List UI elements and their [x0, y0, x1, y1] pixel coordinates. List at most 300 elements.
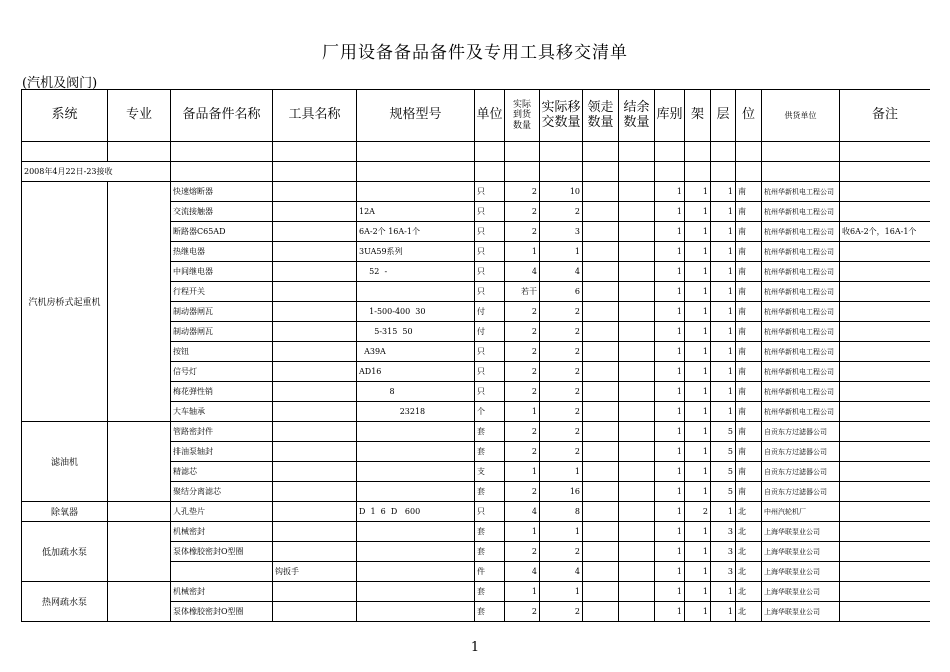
remarks-cell	[840, 522, 931, 542]
warehouse-cell: 1	[655, 482, 685, 502]
layer-cell: 1	[711, 582, 736, 602]
qty-arrived-cell: 2	[505, 182, 540, 202]
unit-cell: 套	[475, 522, 505, 542]
tool-name-cell	[273, 602, 357, 622]
qty-remain-cell	[619, 562, 655, 582]
warehouse-cell: 1	[655, 402, 685, 422]
qty-taken-cell	[583, 562, 619, 582]
remarks-cell	[840, 362, 931, 382]
position-cell: 北	[736, 502, 762, 522]
spec-cell	[357, 542, 475, 562]
qty-remain-cell	[619, 262, 655, 282]
qty-remain-cell	[619, 382, 655, 402]
spec-cell: 6A-2个 16A-1个	[357, 222, 475, 242]
qty-transfer-cell: 4	[540, 562, 583, 582]
supplier-cell: 上海华联泵业公司	[762, 542, 840, 562]
qty-taken-cell	[583, 322, 619, 342]
part-name-cell: 人孔垫片	[171, 502, 273, 522]
spec-cell: 23218	[357, 402, 475, 422]
layer-cell: 1	[711, 322, 736, 342]
qty-taken-cell	[583, 422, 619, 442]
position-cell: 南	[736, 262, 762, 282]
qty-transfer-cell: 10	[540, 182, 583, 202]
qty-arrived-cell: 2	[505, 322, 540, 342]
qty-arrived-cell: 1	[505, 522, 540, 542]
warehouse-cell: 1	[655, 522, 685, 542]
qty-transfer-cell: 8	[540, 502, 583, 522]
unit-cell: 只	[475, 382, 505, 402]
qty-remain-cell	[619, 222, 655, 242]
supplier-cell: 杭州华新机电工程公司	[762, 242, 840, 262]
remarks-cell: 收6A-2个，16A-1个	[840, 222, 931, 242]
qty-remain-cell	[619, 502, 655, 522]
shelf-cell: 1	[685, 402, 711, 422]
layer-cell: 1	[711, 302, 736, 322]
header-qty-taken-label: 领走数量	[587, 99, 614, 130]
unit-cell: 只	[475, 362, 505, 382]
part-name-cell: 机械密封	[171, 582, 273, 602]
qty-transfer-cell: 2	[540, 542, 583, 562]
shelf-cell: 1	[685, 182, 711, 202]
part-name-cell: 信号灯	[171, 362, 273, 382]
layer-cell: 1	[711, 382, 736, 402]
document-subtitle: (汽机及阀门)	[22, 76, 98, 91]
qty-remain-cell	[619, 242, 655, 262]
tool-name-cell	[273, 202, 357, 222]
qty-taken-cell	[583, 302, 619, 322]
unit-cell: 套	[475, 422, 505, 442]
system-cell: 除氧器	[22, 502, 108, 522]
warehouse-cell: 1	[655, 322, 685, 342]
remarks-cell	[840, 382, 931, 402]
shelf-cell: 1	[685, 222, 711, 242]
inventory-table	[21, 89, 930, 622]
qty-remain-cell	[619, 182, 655, 202]
supplier-cell: 自贡东方过滤器公司	[762, 462, 840, 482]
qty-taken-cell	[583, 342, 619, 362]
shelf-cell: 1	[685, 422, 711, 442]
qty-transfer-cell: 2	[540, 422, 583, 442]
spec-cell	[357, 562, 475, 582]
unit-cell: 只	[475, 262, 505, 282]
supplier-cell: 中州汽轮机厂	[762, 502, 840, 522]
unit-cell: 只	[475, 342, 505, 362]
qty-arrived-cell: 1	[505, 582, 540, 602]
qty-arrived-cell: 2	[505, 482, 540, 502]
layer-cell: 1	[711, 362, 736, 382]
qty-taken-cell	[583, 462, 619, 482]
qty-arrived-cell: 2	[505, 422, 540, 442]
header-qty-transfer-label: 实际移交数量	[541, 99, 581, 130]
layer-cell: 3	[711, 542, 736, 562]
tool-name-cell	[273, 542, 357, 562]
supplier-cell: 杭州华新机电工程公司	[762, 402, 840, 422]
position-cell: 南	[736, 242, 762, 262]
header-qty-remain-label: 结余数量	[623, 99, 650, 130]
supplier-cell: 杭州华新机电工程公司	[762, 362, 840, 382]
qty-transfer-cell: 2	[540, 202, 583, 222]
supplier-cell: 自贡东方过滤器公司	[762, 422, 840, 442]
layer-cell: 1	[711, 342, 736, 362]
warehouse-cell: 1	[655, 462, 685, 482]
supplier-cell: 自贡东方过滤器公司	[762, 442, 840, 462]
system-cell: 汽机房桥式起重机	[22, 182, 108, 422]
spec-cell: 8	[357, 382, 475, 402]
remarks-cell	[840, 242, 931, 262]
remarks-cell	[840, 342, 931, 362]
unit-cell: 套	[475, 582, 505, 602]
qty-arrived-cell: 2	[505, 542, 540, 562]
warehouse-cell: 1	[655, 442, 685, 462]
qty-remain-cell	[619, 362, 655, 382]
shelf-cell: 1	[685, 322, 711, 342]
shelf-cell: 2	[685, 502, 711, 522]
unit-cell: 套	[475, 482, 505, 502]
part-name-cell: 泵体橡胶密封O型圈	[171, 542, 273, 562]
header-remarks: 备注	[840, 90, 931, 142]
qty-remain-cell	[619, 202, 655, 222]
header-part-name: 备品备件名称	[171, 90, 273, 142]
remarks-cell	[840, 202, 931, 222]
remarks-cell	[840, 542, 931, 562]
part-name-cell: 断路器C65AD	[171, 222, 273, 242]
tool-name-cell	[273, 322, 357, 342]
qty-remain-cell	[619, 542, 655, 562]
position-cell: 北	[736, 522, 762, 542]
layer-cell: 3	[711, 522, 736, 542]
shelf-cell: 1	[685, 442, 711, 462]
layer-cell: 1	[711, 402, 736, 422]
system-cell: 低加疏水泵	[22, 522, 108, 582]
qty-remain-cell	[619, 282, 655, 302]
qty-taken-cell	[583, 262, 619, 282]
position-cell: 南	[736, 382, 762, 402]
qty-remain-cell	[619, 442, 655, 462]
qty-arrived-cell: 4	[505, 562, 540, 582]
position-cell: 南	[736, 322, 762, 342]
page-number: 1	[470, 640, 480, 655]
position-cell: 南	[736, 422, 762, 442]
position-cell: 南	[736, 282, 762, 302]
supplier-cell: 杭州华新机电工程公司	[762, 342, 840, 362]
spec-cell	[357, 442, 475, 462]
header-qty-transfer	[540, 90, 583, 142]
qty-transfer-cell: 1	[540, 462, 583, 482]
qty-taken-cell	[583, 222, 619, 242]
table-body	[22, 142, 931, 622]
qty-transfer-cell: 2	[540, 442, 583, 462]
position-cell: 北	[736, 602, 762, 622]
qty-transfer-cell: 1	[540, 582, 583, 602]
part-name-cell: 泵体橡胶密封O型圈	[171, 602, 273, 622]
part-name-cell: 管路密封件	[171, 422, 273, 442]
spec-cell: 5-315 50	[357, 322, 475, 342]
shelf-cell: 1	[685, 542, 711, 562]
remarks-cell	[840, 182, 931, 202]
qty-taken-cell	[583, 542, 619, 562]
position-cell: 北	[736, 582, 762, 602]
table-header-row	[22, 90, 931, 142]
qty-taken-cell	[583, 202, 619, 222]
layer-cell: 1	[711, 502, 736, 522]
spec-cell	[357, 522, 475, 542]
supplier-cell: 自贡东方过滤器公司	[762, 482, 840, 502]
qty-transfer-cell: 4	[540, 262, 583, 282]
unit-cell: 件	[475, 562, 505, 582]
qty-arrived-cell: 1	[505, 402, 540, 422]
remarks-cell	[840, 422, 931, 442]
supplier-cell: 杭州华新机电工程公司	[762, 302, 840, 322]
warehouse-cell: 1	[655, 362, 685, 382]
shelf-cell: 1	[685, 582, 711, 602]
qty-transfer-cell: 2	[540, 382, 583, 402]
shelf-cell: 1	[685, 382, 711, 402]
warehouse-cell: 1	[655, 502, 685, 522]
spec-cell	[357, 182, 475, 202]
shelf-cell: 1	[685, 462, 711, 482]
part-name-cell: 热继电器	[171, 242, 273, 262]
warehouse-cell: 1	[655, 182, 685, 202]
qty-arrived-cell: 1	[505, 462, 540, 482]
qty-remain-cell	[619, 402, 655, 422]
qty-remain-cell	[619, 422, 655, 442]
part-name-cell: 制动器闸瓦	[171, 302, 273, 322]
spec-cell: 52 -	[357, 262, 475, 282]
position-cell: 南	[736, 302, 762, 322]
spec-cell	[357, 602, 475, 622]
qty-arrived-cell: 2	[505, 602, 540, 622]
part-name-cell: 按钮	[171, 342, 273, 362]
supplier-cell: 杭州华新机电工程公司	[762, 222, 840, 242]
shelf-cell: 1	[685, 522, 711, 542]
position-cell: 南	[736, 222, 762, 242]
spec-cell: 1-500-400 30	[357, 302, 475, 322]
spec-cell	[357, 482, 475, 502]
tool-name-cell	[273, 262, 357, 282]
shelf-cell: 1	[685, 242, 711, 262]
position-cell: 北	[736, 562, 762, 582]
unit-cell: 只	[475, 282, 505, 302]
qty-taken-cell	[583, 402, 619, 422]
part-name-cell: 快速熔断器	[171, 182, 273, 202]
table-row	[22, 422, 931, 442]
table-row	[22, 502, 931, 522]
header-warehouse: 库别	[655, 90, 685, 142]
warehouse-cell: 1	[655, 382, 685, 402]
qty-remain-cell	[619, 582, 655, 602]
warehouse-cell: 1	[655, 542, 685, 562]
qty-taken-cell	[583, 282, 619, 302]
remarks-cell	[840, 302, 931, 322]
part-name-cell: 排油泵轴封	[171, 442, 273, 462]
warehouse-cell: 1	[655, 422, 685, 442]
position-cell: 南	[736, 202, 762, 222]
part-name-cell: 大车轴承	[171, 402, 273, 422]
qty-transfer-cell: 6	[540, 282, 583, 302]
layer-cell: 5	[711, 442, 736, 462]
header-qty-remain	[619, 90, 655, 142]
supplier-cell: 杭州华新机电工程公司	[762, 182, 840, 202]
layer-cell: 1	[711, 222, 736, 242]
qty-arrived-cell: 1	[505, 242, 540, 262]
tool-name-cell	[273, 502, 357, 522]
layer-cell: 5	[711, 422, 736, 442]
tool-name-cell	[273, 422, 357, 442]
tool-name-cell	[273, 222, 357, 242]
shelf-cell: 1	[685, 362, 711, 382]
tool-name-cell: 钩扳手	[273, 562, 357, 582]
remarks-cell	[840, 462, 931, 482]
header-qty-arrived	[505, 90, 540, 142]
shelf-cell: 1	[685, 602, 711, 622]
qty-transfer-cell: 1	[540, 242, 583, 262]
qty-arrived-cell: 4	[505, 262, 540, 282]
qty-remain-cell	[619, 522, 655, 542]
system-cell: 滤油机	[22, 422, 108, 502]
qty-taken-cell	[583, 382, 619, 402]
tool-name-cell	[273, 302, 357, 322]
position-cell: 南	[736, 442, 762, 462]
specialty-cell	[108, 502, 171, 522]
qty-taken-cell	[583, 442, 619, 462]
qty-transfer-cell: 1	[540, 522, 583, 542]
receipt-date-note: 2008年4月22日-23接收	[22, 162, 171, 182]
qty-transfer-cell: 2	[540, 602, 583, 622]
warehouse-cell: 1	[655, 242, 685, 262]
spec-cell: D 1 6 D 600	[357, 502, 475, 522]
remarks-cell	[840, 482, 931, 502]
position-cell: 南	[736, 362, 762, 382]
shelf-cell: 1	[685, 262, 711, 282]
qty-taken-cell	[583, 522, 619, 542]
remarks-cell	[840, 602, 931, 622]
specialty-cell	[108, 582, 171, 622]
specialty-cell	[108, 522, 171, 582]
unit-cell: 套	[475, 442, 505, 462]
supplier-cell: 上海华联泵业公司	[762, 602, 840, 622]
tool-name-cell	[273, 282, 357, 302]
unit-cell: 付	[475, 302, 505, 322]
qty-remain-cell	[619, 462, 655, 482]
layer-cell: 1	[711, 262, 736, 282]
tool-name-cell	[273, 242, 357, 262]
document-title: 厂用设备备品备件及专用工具移交清单	[322, 43, 628, 63]
table-row-date	[22, 162, 931, 182]
warehouse-cell: 1	[655, 602, 685, 622]
remarks-cell	[840, 402, 931, 422]
part-name-cell: 行程开关	[171, 282, 273, 302]
spec-cell	[357, 462, 475, 482]
header-position: 位	[736, 90, 762, 142]
supplier-cell: 杭州华新机电工程公司	[762, 262, 840, 282]
warehouse-cell: 1	[655, 342, 685, 362]
supplier-cell: 上海华联泵业公司	[762, 522, 840, 542]
header-specialty: 专业	[108, 90, 171, 142]
position-cell: 南	[736, 462, 762, 482]
qty-taken-cell	[583, 242, 619, 262]
header-unit: 单位	[475, 90, 505, 142]
warehouse-cell: 1	[655, 222, 685, 242]
qty-remain-cell	[619, 322, 655, 342]
qty-transfer-cell: 2	[540, 362, 583, 382]
spec-cell: A39A	[357, 342, 475, 362]
qty-remain-cell	[619, 302, 655, 322]
qty-transfer-cell: 2	[540, 302, 583, 322]
qty-arrived-cell: 2	[505, 442, 540, 462]
header-shelf: 架	[685, 90, 711, 142]
layer-cell: 1	[711, 602, 736, 622]
unit-cell: 套	[475, 602, 505, 622]
header-qty-arrived-label: 实际到货数量	[512, 99, 531, 131]
layer-cell: 1	[711, 242, 736, 262]
supplier-cell: 杭州华新机电工程公司	[762, 282, 840, 302]
unit-cell: 个	[475, 402, 505, 422]
table-row	[22, 182, 931, 202]
supplier-cell: 杭州华新机电工程公司	[762, 202, 840, 222]
header-layer: 层	[711, 90, 736, 142]
layer-cell: 1	[711, 182, 736, 202]
supplier-cell: 杭州华新机电工程公司	[762, 382, 840, 402]
qty-remain-cell	[619, 482, 655, 502]
tool-name-cell	[273, 182, 357, 202]
part-name-cell: 交流接触器	[171, 202, 273, 222]
unit-cell: 支	[475, 462, 505, 482]
qty-taken-cell	[583, 362, 619, 382]
tool-name-cell	[273, 462, 357, 482]
qty-transfer-cell: 16	[540, 482, 583, 502]
qty-taken-cell	[583, 182, 619, 202]
spec-cell: 3UA59系列	[357, 242, 475, 262]
specialty-cell	[108, 422, 171, 502]
inventory-sheet	[21, 89, 930, 624]
warehouse-cell: 1	[655, 202, 685, 222]
header-supplier: 供货单位	[762, 90, 840, 142]
position-cell: 北	[736, 542, 762, 562]
qty-taken-cell	[583, 502, 619, 522]
supplier-cell: 杭州华新机电工程公司	[762, 322, 840, 342]
shelf-cell: 1	[685, 202, 711, 222]
spec-cell: 12A	[357, 202, 475, 222]
warehouse-cell: 1	[655, 282, 685, 302]
unit-cell: 只	[475, 242, 505, 262]
layer-cell: 3	[711, 562, 736, 582]
tool-name-cell	[273, 342, 357, 362]
qty-taken-cell	[583, 582, 619, 602]
remarks-cell	[840, 562, 931, 582]
tool-name-cell	[273, 382, 357, 402]
position-cell: 南	[736, 402, 762, 422]
unit-cell: 只	[475, 222, 505, 242]
qty-transfer-cell: 3	[540, 222, 583, 242]
qty-transfer-cell: 2	[540, 402, 583, 422]
position-cell: 南	[736, 482, 762, 502]
tool-name-cell	[273, 362, 357, 382]
table-row	[22, 582, 931, 602]
part-name-cell: 机械密封	[171, 522, 273, 542]
qty-arrived-cell: 若干	[505, 282, 540, 302]
layer-cell: 1	[711, 282, 736, 302]
warehouse-cell: 1	[655, 302, 685, 322]
spec-cell	[357, 422, 475, 442]
layer-cell: 5	[711, 482, 736, 502]
part-name-cell: 梅花弹性销	[171, 382, 273, 402]
shelf-cell: 1	[685, 282, 711, 302]
qty-taken-cell	[583, 482, 619, 502]
warehouse-cell: 1	[655, 582, 685, 602]
spec-cell	[357, 582, 475, 602]
unit-cell: 只	[475, 502, 505, 522]
unit-cell: 套	[475, 542, 505, 562]
